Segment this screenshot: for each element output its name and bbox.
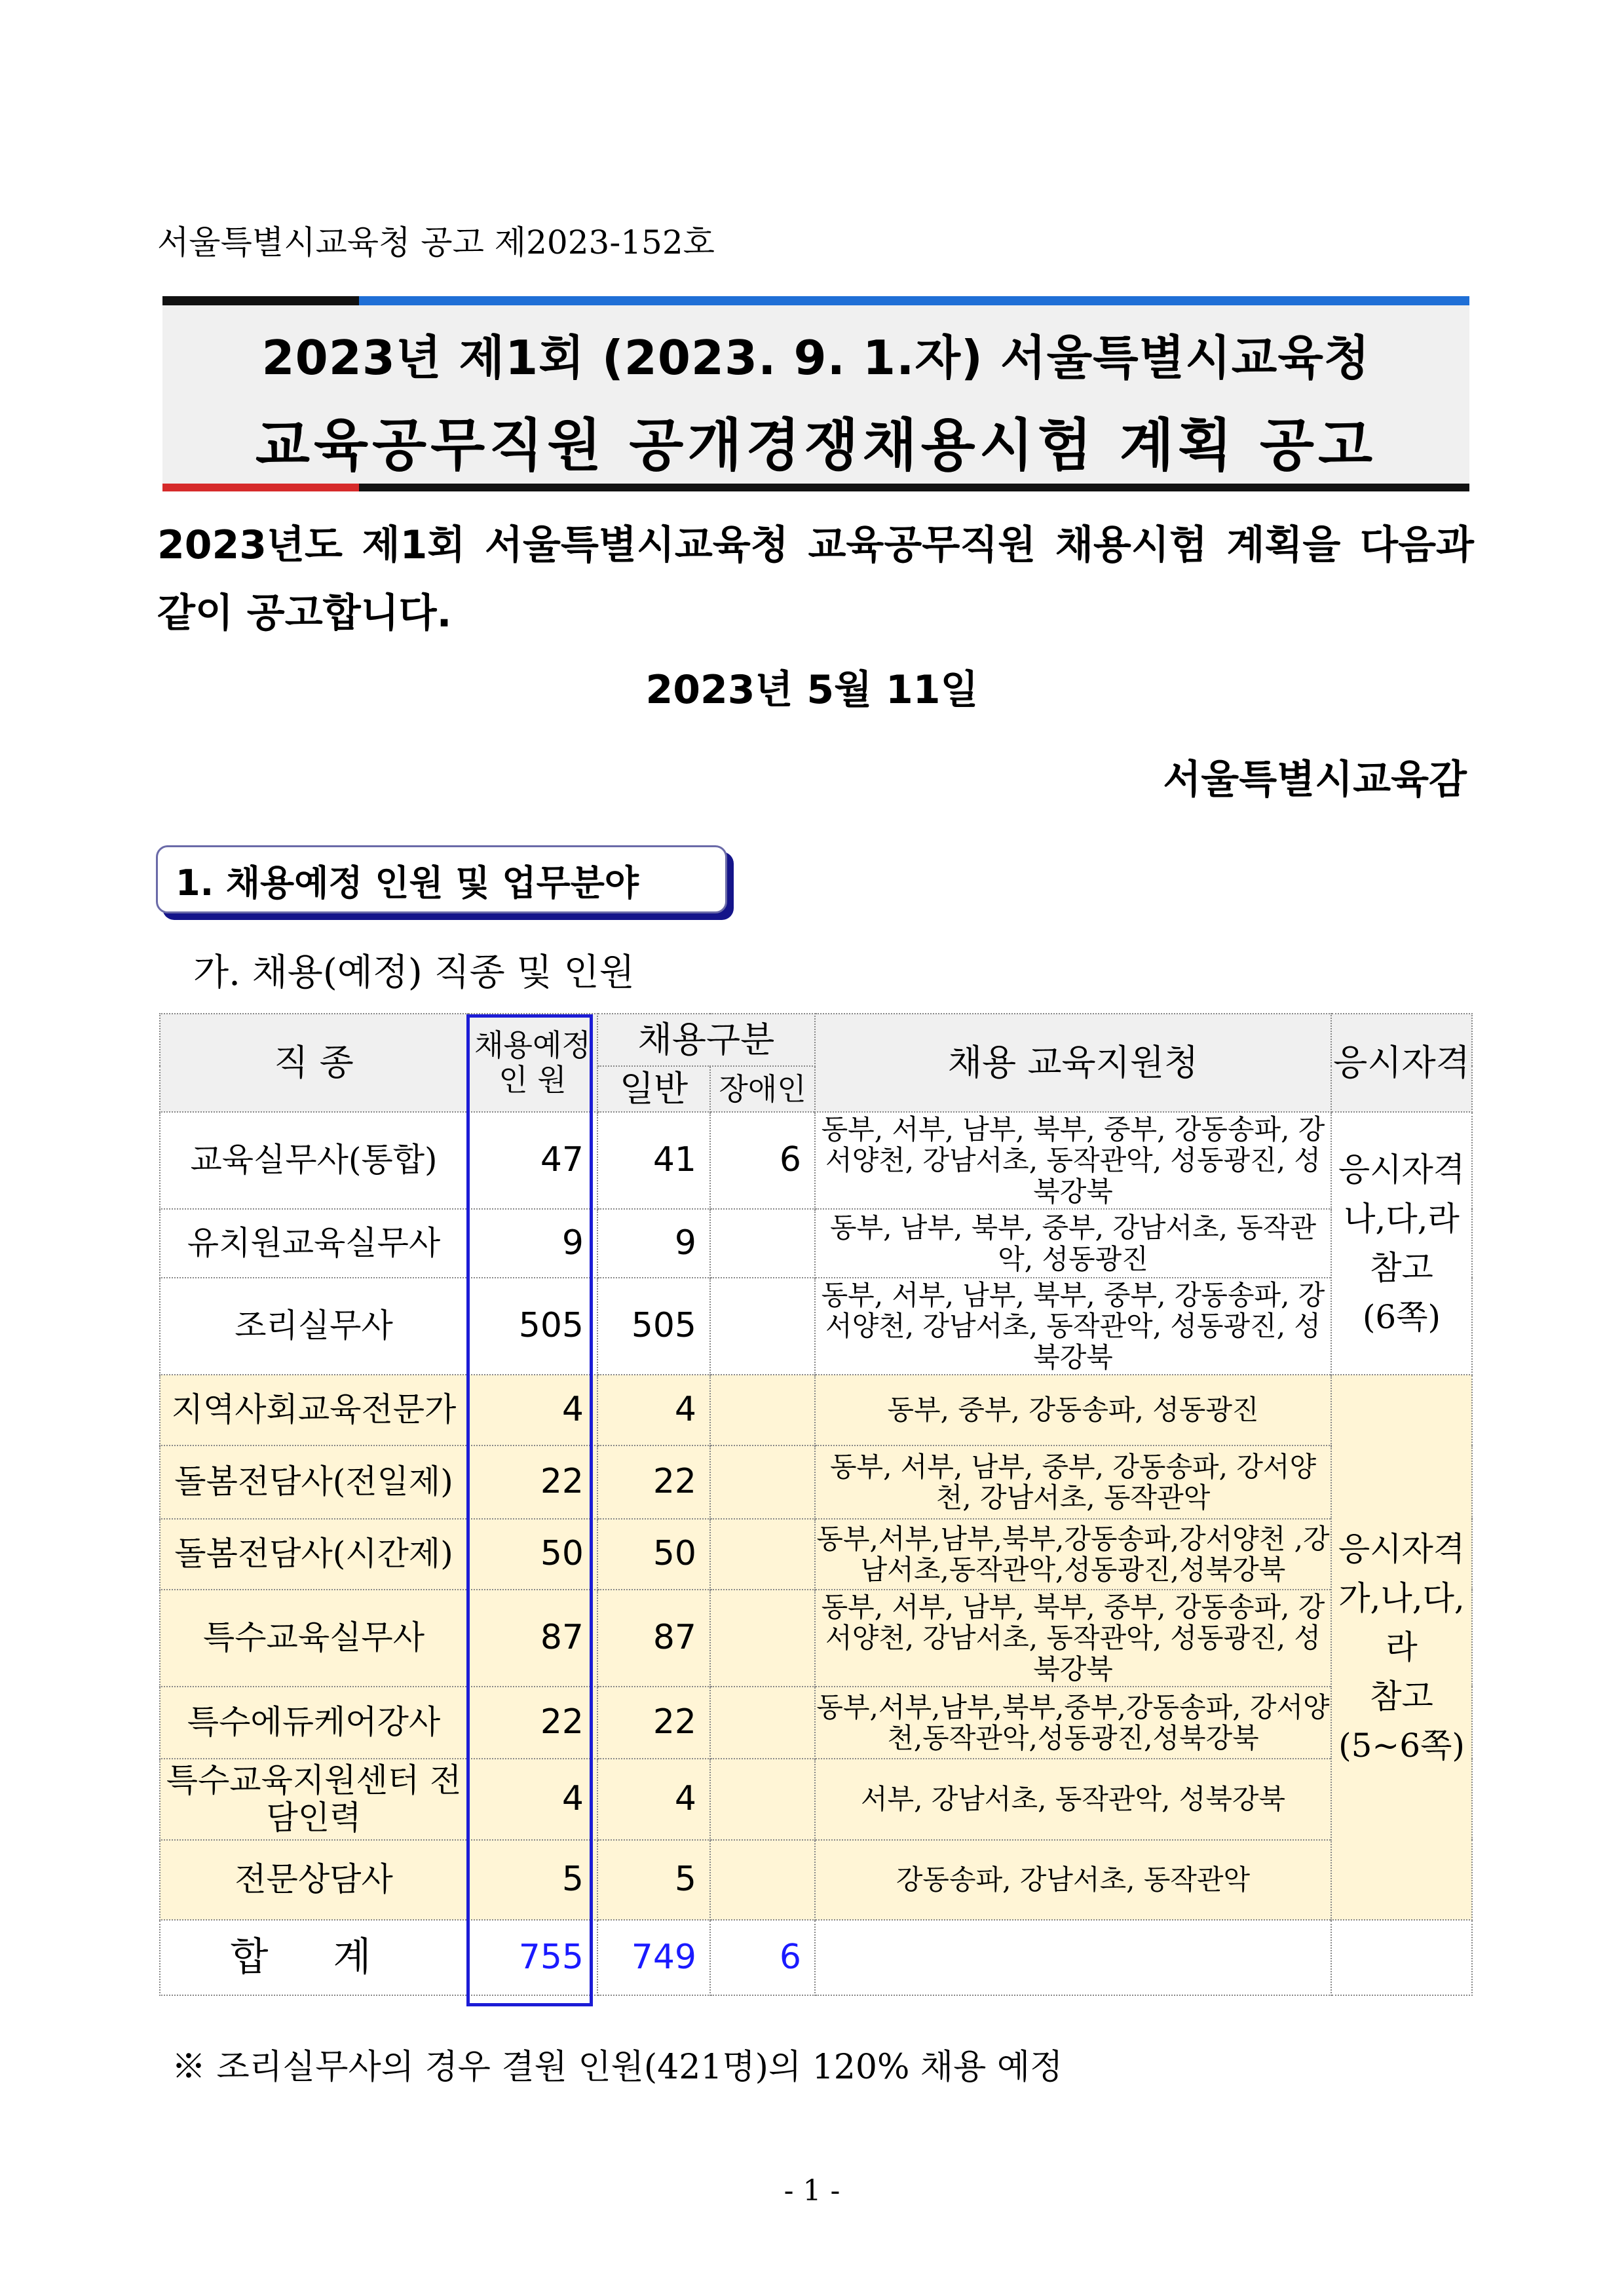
recruitment-table	[159, 1013, 1473, 1996]
disabled-count	[710, 1519, 815, 1590]
disabled-count	[710, 1375, 815, 1445]
total-label: 합 계	[160, 1920, 468, 1995]
job-name: 특수교육지원센터 전담인력	[160, 1759, 468, 1840]
offices: 동부, 서부, 남부, 북부, 중부, 강동송파, 강서양천, 강남서초, 동작관악, 성동광진, 성북강북	[815, 1112, 1331, 1209]
notice-number: 서울특별시교육청 공고 제2023-152호	[157, 223, 715, 261]
job-name: 교육실무사(통합)	[160, 1112, 468, 1209]
general-count: 5	[597, 1840, 710, 1920]
title-bar-bottom-left	[162, 484, 359, 491]
offices: 동부, 중부, 강동송파, 성동광진	[815, 1375, 1331, 1445]
intro-paragraph: 2023년도 제1회 서울특별시교육청 교육공무직원 채용시험 계획을 다음과 같이 공고합니다.	[157, 522, 1474, 636]
footnote: ※ 조리실무사의 경우 결원 인원(421명)의 120% 채용 예정	[172, 2048, 1063, 2087]
disabled-count	[710, 1590, 815, 1687]
table-row	[160, 1840, 1472, 1920]
notice-date: 2023년 5월 11일	[645, 667, 979, 713]
planned-count: 5	[468, 1840, 597, 1920]
disabled-count	[710, 1278, 815, 1375]
table-row	[160, 1112, 1472, 1209]
qualification-a-line1: 응시자격	[1338, 1150, 1465, 1189]
table-row	[160, 1375, 1472, 1445]
table-row	[160, 1687, 1472, 1759]
planned-count: 22	[468, 1687, 597, 1759]
planned-count: 22	[468, 1445, 597, 1519]
title-bar-top-left	[162, 296, 359, 305]
total-planned: 755	[468, 1920, 597, 1995]
offices: 동부, 서부, 남부, 중부, 강동송파, 강서양천, 강남서초, 동작관악	[815, 1445, 1331, 1519]
planned-count: 505	[468, 1278, 597, 1375]
general-count: 87	[597, 1590, 710, 1687]
disabled-count	[710, 1209, 815, 1278]
disabled-count	[710, 1687, 815, 1759]
section-heading: 1. 채용예정 인원 및 업무분야	[176, 862, 639, 904]
disabled-count	[710, 1840, 815, 1920]
disabled-count	[710, 1759, 815, 1840]
planned-count: 87	[468, 1590, 597, 1687]
offices: 동부, 서부, 남부, 북부, 중부, 강동송파, 강서양천, 강남서초, 동작관악, 성동광진, 성북강북	[815, 1278, 1331, 1375]
table-row	[160, 1759, 1472, 1840]
table-row	[160, 1278, 1472, 1375]
title-line-1: 2023년 제1회 (2023. 9. 1.자) 서울특별시교육청	[261, 330, 1370, 385]
qualification-b-line1: 응시자격	[1338, 1529, 1465, 1568]
general-count: 22	[597, 1687, 710, 1759]
general-count: 4	[597, 1375, 710, 1445]
job-name: 돌봄전담사(전일제)	[160, 1445, 468, 1519]
planned-count: 4	[468, 1759, 597, 1840]
job-name: 조리실무사	[160, 1278, 468, 1375]
general-count: 9	[597, 1209, 710, 1278]
planned-column-highlight	[466, 1014, 593, 2006]
page-number: - 1 -	[784, 2174, 840, 2208]
table-row	[160, 1445, 1472, 1519]
planned-count: 47	[468, 1112, 597, 1209]
table-row	[160, 1209, 1472, 1278]
total-offices-empty	[815, 1920, 1331, 1995]
general-count: 4	[597, 1759, 710, 1840]
subsection-heading: 가. 채용(예정) 직종 및 인원	[193, 951, 635, 994]
qualification-b	[1331, 1375, 1472, 1920]
offices: 동부, 남부, 북부, 중부, 강남서초, 동작관악, 성동광진	[815, 1209, 1331, 1278]
total-disabled: 6	[710, 1920, 815, 1995]
qualification-a-line3: 참고	[1370, 1248, 1433, 1287]
title-bar-top-right	[359, 296, 1469, 305]
header-planned-line2: 인 원	[499, 1062, 567, 1098]
planned-count: 9	[468, 1209, 597, 1278]
title-line-2: 교육공무직원 공개경쟁채용시험 계획 공고	[255, 413, 1377, 478]
offices: 강동송파, 강남서초, 동작관악	[815, 1840, 1331, 1920]
table-total-row	[160, 1920, 1472, 1995]
total-general: 749	[597, 1920, 710, 1995]
offices: 동부, 서부, 남부, 북부, 중부, 강동송파, 강서양천, 강남서초, 동작관악, 성동광진, 성북강북	[815, 1590, 1331, 1687]
header-planned-line1: 채용예정	[474, 1027, 591, 1063]
job-name: 전문상담사	[160, 1840, 468, 1920]
job-name: 지역사회교육전문가	[160, 1375, 468, 1445]
planned-count: 4	[468, 1375, 597, 1445]
job-name: 특수교육실무사	[160, 1590, 468, 1687]
total-qualification-empty	[1331, 1920, 1472, 1995]
job-name: 돌봄전담사(시간제)	[160, 1519, 468, 1590]
offices: 서부, 강남서초, 동작관악, 성북강북	[815, 1759, 1331, 1840]
qualification-a-line4: (6쪽)	[1362, 1297, 1441, 1336]
general-count: 50	[597, 1519, 710, 1590]
planned-count: 50	[468, 1519, 597, 1590]
qualification-b-line2: 가,나,다,라	[1338, 1578, 1465, 1666]
qualification-b-line4: (5~6쪽)	[1338, 1726, 1465, 1765]
job-name: 특수에듀케어강사	[160, 1687, 468, 1759]
general-count: 22	[597, 1445, 710, 1519]
header-job: 직 종	[160, 1014, 468, 1112]
qualification-a	[1331, 1112, 1472, 1375]
header-qualification: 응시자격	[1331, 1014, 1472, 1112]
table-row	[160, 1590, 1472, 1687]
issuer: 서울특별시교육감	[1163, 757, 1467, 803]
header-offices: 채용 교육지원청	[815, 1014, 1331, 1112]
header-type: 채용구분	[597, 1014, 815, 1066]
header-disabled: 장애인	[710, 1066, 815, 1112]
general-count: 505	[597, 1278, 710, 1375]
header-general: 일반	[597, 1066, 710, 1112]
qualification-b-line3: 참고	[1370, 1677, 1433, 1715]
disabled-count	[710, 1445, 815, 1519]
job-name: 유치원교육실무사	[160, 1209, 468, 1278]
title-bar-bottom-right	[359, 484, 1469, 491]
general-count: 41	[597, 1112, 710, 1209]
offices: 동부,서부,남부,북부,중부,강동송파, 강서양천,동작관악,성동광진,성북강북	[815, 1687, 1331, 1759]
qualification-a-line2: 나,다,라	[1344, 1199, 1460, 1238]
table-row	[160, 1519, 1472, 1590]
disabled-count: 6	[710, 1112, 815, 1209]
offices: 동부,서부,남부,북부,강동송파,강서양천 ,강남서초,동작관악,성동광진,성북강북	[815, 1519, 1331, 1590]
